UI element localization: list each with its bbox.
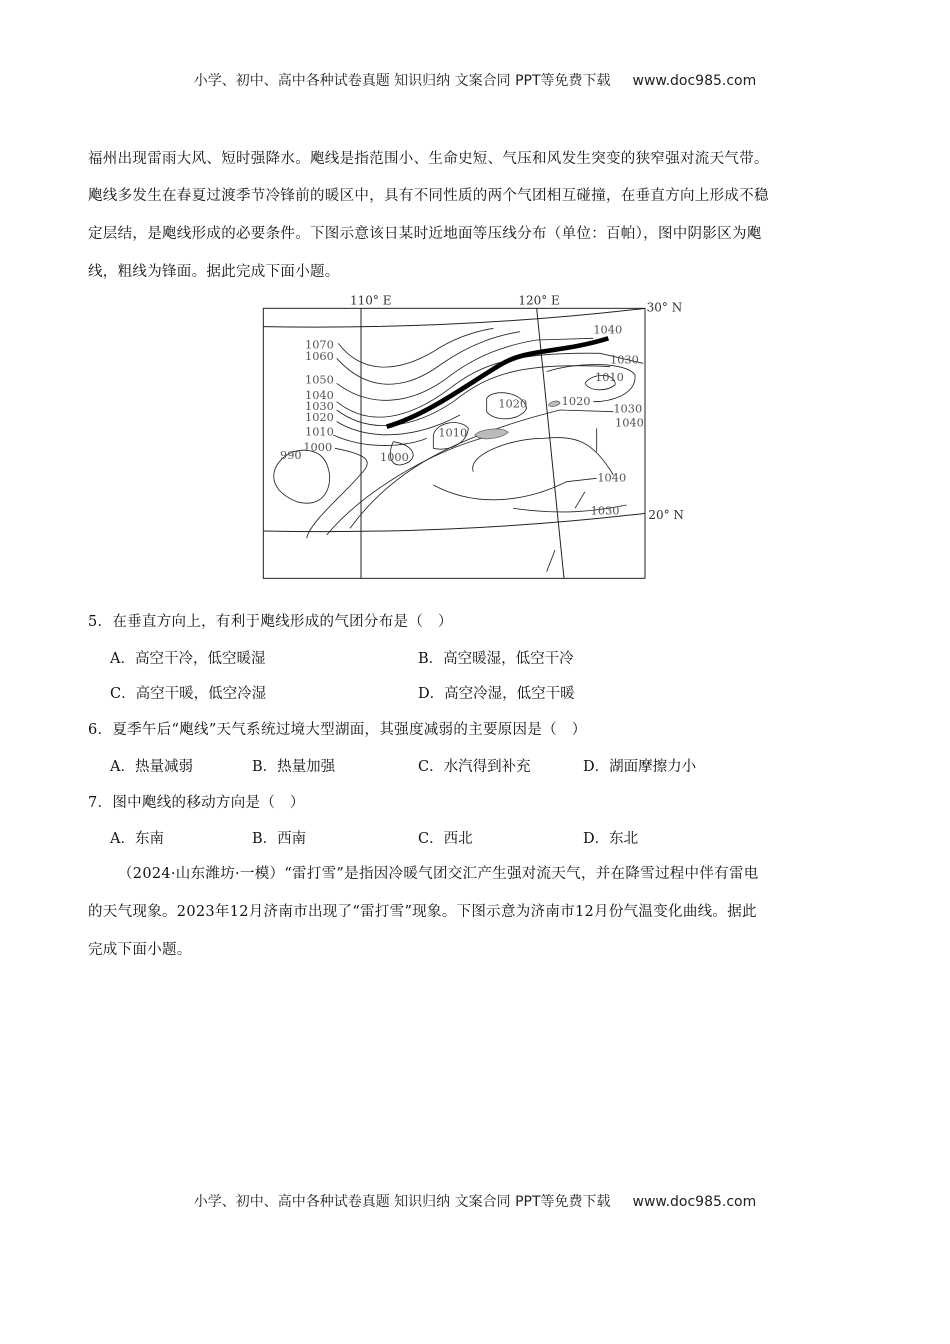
isobar-label: 1020: [305, 410, 334, 424]
passage2-line: （2024·山东潍坊·一模）“雷打雪”是指因冷暖气团交汇产生强对流天气，并在降雪过程中伴有雷电: [118, 866, 759, 882]
intro-line: 飑线多发生在春夏过渡季节冷锋前的暖区中，具有不同性质的两个气团相互碰撞，在垂直方向上形成不稳: [88, 188, 769, 204]
front-line: [387, 338, 609, 426]
footer-text: 小学、初中、高中各种试卷真题 知识归纳 文案合同 PPT等免费下载: [193, 1194, 611, 1210]
question-6-option-b[interactable]: B．热量加强: [252, 759, 336, 775]
question-7-option-b[interactable]: B．西南: [252, 831, 307, 847]
page-footer: [0, 1191, 950, 1211]
lon-label: 120° E: [518, 295, 560, 308]
question-6-option-c[interactable]: C．水汽得到补充: [418, 759, 531, 775]
question-5-stem: 5．在垂直方向上，有利于飑线形成的气团分布是（ ）: [88, 614, 453, 630]
passage2-line: 的天气现象。2023年12月济南市出现了“雷打雪”现象。下图示意为济南市12月份气温变化曲线。据此: [88, 904, 757, 920]
question-5-option-d[interactable]: D．高空冷湿，低空干暖: [418, 686, 575, 702]
passage2-line: 完成下面小题。: [88, 942, 192, 958]
isobar-label: 1070: [305, 337, 334, 352]
question-6-stem: 6．夏季午后“飑线”天气系统过境大型湖面，其强度减弱的主要原因是（ ）: [88, 722, 587, 738]
question-6-option-a[interactable]: A．热量减弱: [110, 759, 193, 775]
isobar-label: 1010: [305, 424, 334, 439]
isobar-map: [260, 295, 700, 580]
question-7-option-d[interactable]: D．东北: [583, 831, 639, 847]
lon-label: 110° E: [350, 295, 392, 308]
isobar-label: 1060: [305, 349, 334, 363]
lat-label: 20° N: [648, 508, 684, 522]
isobar-label: 1040: [597, 470, 627, 485]
isobar-label: 1000: [303, 440, 333, 454]
isobar-label: 1030: [590, 503, 620, 518]
question-7-option-a[interactable]: A．东南: [110, 831, 164, 847]
isobar-label: 1040: [305, 388, 334, 402]
header-text: 小学、初中、高中各种试卷真题 知识归纳 文案合同 PPT等免费下载: [193, 73, 611, 89]
isobar-label: 1050: [305, 372, 334, 387]
question-7-option-c[interactable]: C．西北: [418, 831, 473, 847]
isobar-label: 1030: [613, 401, 643, 416]
question-5-option-c[interactable]: C．高空干暖，低空冷湿: [110, 686, 267, 702]
question-5-option-a[interactable]: A．高空干冷，低空暖湿: [110, 651, 266, 667]
page-header: [0, 70, 950, 90]
question-6-option-d[interactable]: D．湖面摩擦力小: [583, 759, 697, 775]
intro-line: 线，粗线为锋面。据此完成下面小题。: [88, 264, 340, 280]
isobar-label: 1040: [615, 415, 644, 430]
question-5-option-b[interactable]: B．高空暖湿，低空干冷: [418, 651, 574, 667]
isobar-label: 1030: [610, 352, 639, 367]
footer-link[interactable]: www.doc985.com: [632, 1194, 757, 1210]
isobar-label: 1030: [305, 399, 334, 413]
question-7-stem: 7．图中飑线的移动方向是（ ）: [88, 795, 305, 811]
isobar-label: 1040: [593, 322, 623, 337]
isobar-label: 1010: [438, 425, 468, 440]
intro-line: 福州出现雷雨大风、短时强降水。飑线是指范围小、生命史短、气压和风发生突变的狭窄强对流天气带。: [88, 151, 769, 167]
intro-line: 定层结，是飑线形成的必要条件。下图示意该日某时近地面等压线分布（单位：百帕），图中阴影区为飑: [88, 226, 762, 242]
header-link[interactable]: www.doc985.com: [632, 73, 757, 89]
latitude-30n: [263, 308, 645, 327]
isobar-label: 990: [280, 448, 302, 462]
isobar-label: 1010: [595, 370, 624, 384]
isobar-label: 1020: [561, 394, 591, 408]
lat-label: 30° N: [646, 300, 683, 315]
isobar-label: 1000: [380, 450, 409, 464]
isobar-label: 1020: [498, 396, 528, 411]
